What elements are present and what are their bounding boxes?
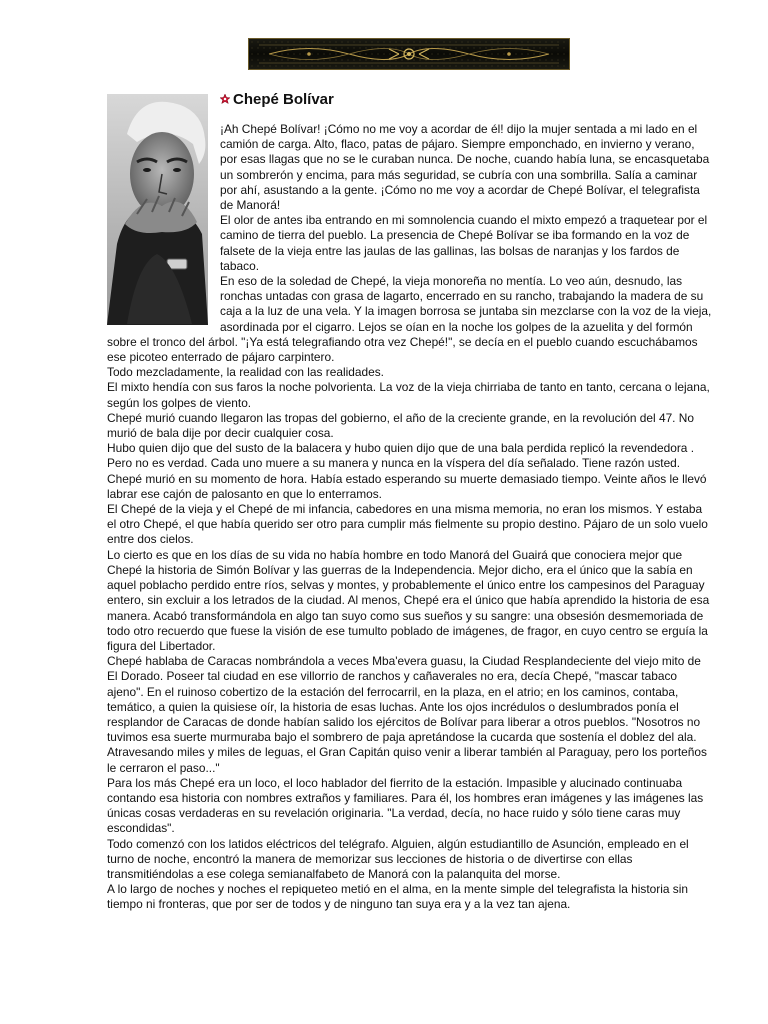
paragraph: El mixto hendía con sus faros la noche polvorienta. La voz de la vieja chirriaba de tanto en tanto, cercana o lejana, según los golpes de viento.	[107, 380, 710, 410]
paragraph: Todo comenzó con los latidos eléctricos del telégrafo. Alguien, algún estudiantillo de Asunción, empleado en el turno de noche, encontró la manera de memorizar sus lecciones de historia o de divertirse con ellas transmitiéndolas a ese colega semianalfabeto de Manorá con la palanquita del morse.	[107, 836, 689, 881]
article-heading	[219, 88, 334, 110]
star-icon	[219, 93, 231, 105]
ornament-icon	[249, 39, 569, 69]
article-body	[107, 122, 713, 913]
photo-spacer	[107, 122, 220, 334]
paragraph: Todo mezcladamente, la realidad con las realidades.	[107, 365, 384, 380]
paragraph: Lo cierto es que en los días de su vida no había hombre en todo Manorá del Guairá que conociera mejor que Chepé la historia de Simón Bolívar y las guerras de la Independencia. Mejor dicho, era el único que la sabía en aquel poblacho perdido entre ríos, selvas y montes, y probablemente el único entre los campesinos del Paraguay entero, sin excluir a los letrados de la ciudad. Al menos, Chepé era el único que había aprendido la historia de esa manera. Acabó transformándola en algo tan suyo como sus sueños y su sangre: una obsesión desmemoriada de todo otro recuerdo que fuese la visión de ese tumulto poblado de imágenes, de fragor, en cuyo centro se erguía la figura del Libertador.	[107, 547, 710, 653]
paragraph: Chepé hablaba de Caracas nombrándola a veces Mba'evera guasu, la Ciudad Resplandeciente del viejo mito de El Dorado. Poseer tal ciudad en ese villorrio de ranchos y cañaverales no era, decía Chepé, "mascar tabaco ajeno". En el ruinoso cobertizo de la estación del ferrocarril, en la plaza, en el atrio; en los caminos, contaba, temático, a quien la quisiese oír, la historia de esas luchas. Ante los ojos incrédulos o deslumbrados ponía el resplandor de Caracas de donde habían salido los ejércitos de Bolívar para liberar a otros pueblos. "Nosotros no tuvimos esa suerte murmuraba bajo el sombrero de paja apretándose la cucarda que sostenía el doblez del ala. Atravesando miles y miles de leguas, el Gran Capitán quiso venir a liberar también al Paraguay, pero los porteños le cerraron el paso..."	[107, 654, 707, 775]
paragraph: En eso de la soledad de Chepé, la vieja monoreña no mentía. Lo veo aún, desnudo, las ronchas untadas con grasa de lagarto, encerrado en su rancho, trabajando la madera de su caja a la luz de una vela. Y la imagen borrosa se juntaba sin mezclarse con la voz de la vieja, asordinada por el cigarro. Lejos se oían en la noche los golpes de la azuelita y del formón sobre el tronco del árbol. "¡Ya está telegrafiando otra vez Chepé!", se decía en el pueblo cuando escuchábamos ese picoteo enterrado de pájaro carpintero.	[107, 274, 712, 365]
paragraph: El Chepé de la vieja y el Chepé de mi infancia, cabedores en una misma memoria, no eran los mismos. Y estaba el otro Chepé, el que había querido ser otro para cumplir más fielmente su propio destino. Pájaro de un solo vuelo entre dos cielos.	[107, 502, 708, 547]
decorative-banner	[248, 38, 570, 70]
paragraph: Para los más Chepé era un loco, el loco hablador del fierrito de la estación. Impasible y alucinado continuaba contando esa historia con nombres extraños y familiares. Para él, los hombres eran imágenes y las imágenes las únicas cosas verdaderas en su revelación originaria. "La verdad, decía, no hace ruido y sólo tiene caras muy escondidas".	[107, 775, 704, 836]
paragraph: ¡Ah Chepé Bolívar! ¡Cómo no me voy a acordar de él! dijo la mujer sentada a mi lado en el camión de carga. Alto, flaco, patas de pájaro. Siempre emponchado, en invierno y verano, por esas llagas que no se le curaban nunca. De noche, cuando había luna, se encasquetaba un sombrerón y encima, para más seguridad, se cubría con una sombrilla. Salía a caminar por ahí, asustando a la gente. ¡Cómo no me voy a acordar de Chepé Bolívar, el telegrafista de Manorá!	[220, 122, 710, 213]
paragraph: A lo largo de noches y noches el repiqueteo metió en el alma, en la mente simple del telegrafista la historia sin tiempo ni fronteras, que por ser de todos y de ninguno tan suya era y a la vez tan ajena.	[107, 882, 688, 912]
paragraph: Hubo quien dijo que del susto de la balacera y hubo quien dijo que de una bala perdida replicó la revendedora . Pero no es verdad. Cada uno muere a su manera y nunca en la víspera del día señalado. Tiene razón usted. Chepé murió en su momento de hora. Había estado esperando su muerte demasiado tiempo. Veinte años le llevó labrar ese cajón de palosanto en que lo enterramos.	[107, 441, 707, 501]
paragraph: El olor de antes iba entrando en mi somnolencia cuando el mixto empezó a traquetear por el camino de tierra del pueblo. La presencia de Chepé Bolívar se iba formando en la voz de falsete de la vieja entre las jaulas de las gallinas, las bolsas de naranjas y los fardos de tabaco.	[220, 213, 708, 273]
paragraph: Chepé murió cuando llegaron las tropas del gobierno, el año de la creciente grande, en la revolución del 47. No murió de bala dije por decir cualquier cosa.	[107, 410, 694, 441]
page-title: Chepé Bolívar	[233, 90, 334, 108]
